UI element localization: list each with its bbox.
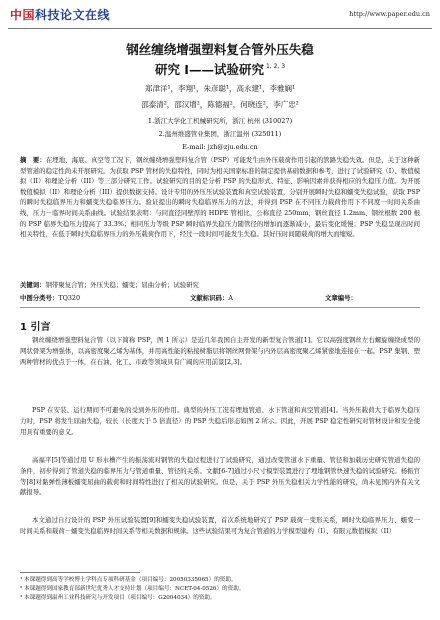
document-code [190, 293, 233, 302]
header-divider [8, 28, 432, 29]
meta-divider [20, 307, 420, 308]
keywords [20, 280, 420, 291]
site-logo [10, 6, 110, 23]
footnote-3: ³ 本课题得到温州工业科技研究与开发项目（项目编号：G2004034）的资助。 [20, 595, 216, 601]
section-heading-introduction: 1 引言 [20, 322, 51, 333]
paper-title-line2 [0, 60, 440, 78]
abstract-label: 摘 要： [20, 156, 46, 164]
logo-part-blue: 科技论文在线 [35, 8, 111, 22]
doc-code-label: 文献标识码： [190, 294, 229, 302]
paper-title-line2-text: 研究 I——试验研究 [154, 62, 264, 77]
abstract [20, 155, 420, 240]
body-paragraph-2: PSP 在安装、运行期间不可避免的受到外压的作用。典型的外压工况有埋地管道、水下管道和真空管道[4]。当外压载荷大于临界失稳压力时，PSP 将发生屈曲失稳，较长（长度大于 5 倍直径）的 PSP 失稳后形态如图 2 所示。因此，开展 PSP 稳定性研究对管材设计和安全使用具有重要的意义。 [20, 406, 420, 436]
abstract-text: 在埋地、海底、真空等工况下，钢丝缠绕增强塑料复合管（PSP）可能发生由外压载荷作用引起的管路失稳失效。但是，关于这种新型管道的稳定性尚未开展研究。为获取 PSP 管材的失稳特性，同时为相关国家标准的制定提供基础数据和参考，进行了试验研究（I）、数值模拟（II）和理论分析（III）等三部分研究工作。试验研究的目的是分析 PSP 的失稳形式、特征、影响因素并获得相应的失稳压力值。为开展数值模拟（II）和理论分析（III）提供数据支持。设计专用的外压压试验装置和真空试验装置，分别开展瞬时失稳和蠕变失稳试验，获取 PSP 的瞬时失稳临界压力和蠕变失稳临界压力。验证提出的瞬时失稳临界压力的方法，并得到 PSP 在不同压力载荷作用下不同度一时间关系曲线，压力－临界时间关系曲线。试验结果表明：与同直径同壁厚的 HDPE 管相比，公称直径 250mm，钢丝直径 1.2mm、钢丝根数 200 根的 PSP 临界失稳压力提高了 33.3%；相同压力等级 PSP 瞬时临界失稳压力随管径的增加而逐渐减小，最后变化缓慢；PSP 失稳呈现出时间相关特性，在低于瞬时失稳临界压力的外压载荷作用下，经过一段时间可能发生失稳。其好压时间随载荷的增大而缩短。 [20, 156, 421, 239]
article-number [325, 293, 357, 302]
site-url[interactable]: http://www.paper.edu.cn [349, 10, 430, 18]
clc-value: TQ320 [58, 294, 81, 302]
keywords-label: 关键词： [20, 281, 46, 289]
title-footnote-marks: 1, 2, 3 [265, 63, 286, 70]
authors-line1: 郑津洋¹，李翔¹，朱彦聪¹，高永建¹，李雅娴¹ [144, 84, 296, 93]
footnote-divider [20, 572, 140, 573]
affiliation-1: 1.浙江大学化工机械研究所，浙江 杭州 (310027) [147, 117, 293, 125]
logo-part-red: 中国 [10, 8, 36, 22]
doc-code-value: A [228, 294, 233, 302]
keywords-text: 钢带聚复合管；外压失稳；蠕变；屈曲分析；试验研究 [45, 281, 199, 289]
clc-label: 中图分类号： [20, 294, 59, 302]
body-paragraph-3: 高福平[5]等通过用 U 形水槽产生的振荡流对钢管的失稳过程进行了试验研究，通过改变管道水下重量、管径和加载历史研究管道失稳的条件，初步得到了管道失稳的临界压力与管道重量、管径的关系。文献[6-7]通过小尺寸模型装置进行了埋地钢管快速失稳的试验研究。杨振官等[8]对黏弹性薄板蠕变屈曲的载荷和时间特性进行了相关的试验研究。但是，关于 PSP 外压失稳相关力学性能的研究，尚未见国内外有关文献报导。 [20, 456, 420, 497]
body-paragraph-1: 钢丝缠绕增强塑料复合管（以下简称 PSP，图 1 所示）是近几年我国自主开发的新型复合管道[1]。它以高强度钢丝左右螺旋缠绕成型的网状骨架为增强体，以高密度聚乙烯为基体，并用高性能的粘接树脂层将钢丝网骨架与内外层高密度聚乙烯紧密地连接在一起。PSP 集钢、塑两种管材的优点于一体，在石油、化工、市政等领域具有广阔的应用前景[2,3]。 [20, 336, 420, 366]
footnote-1: ¹ 本课题得到高等学校博士学科点专项科研基金（项目编号：20050335065）的资助。 [20, 577, 237, 583]
article-number-label: 文章编号： [325, 294, 357, 302]
footnote-2: ² 本课题得到国家教育部新世纪优秀人才支持计划（项目编号：NCET-04-0526）的资助。 [20, 586, 245, 592]
body-paragraph-4: 本文通过自行设计的 PSP 外压试验装置[9]和蠕变失稳试验装置，首次系统地研究了 PSP 载荷－变形关系，瞬时失稳临界压力、蠕变一时间关系和载荷－蠕变失稳临界时间关系等相关数据和规律。这些试验结果可为复合管道的力学模型建构（I）、有限元数值模拟（II） [20, 516, 420, 535]
contact-email[interactable]: E-mail: jzh@zju.edu.cn [182, 143, 258, 151]
authors-line2: 邵泰清²，邵汉增²，陈德福²，何晓连²，李广忠² [141, 100, 299, 109]
clc-number [20, 293, 80, 302]
affiliation-2: 2.温州维盛管业集团，浙江温州 (325011) [158, 130, 282, 138]
paper-title-line1: 钢丝缠绕增强塑料复合管外压失稳 [126, 42, 314, 57]
